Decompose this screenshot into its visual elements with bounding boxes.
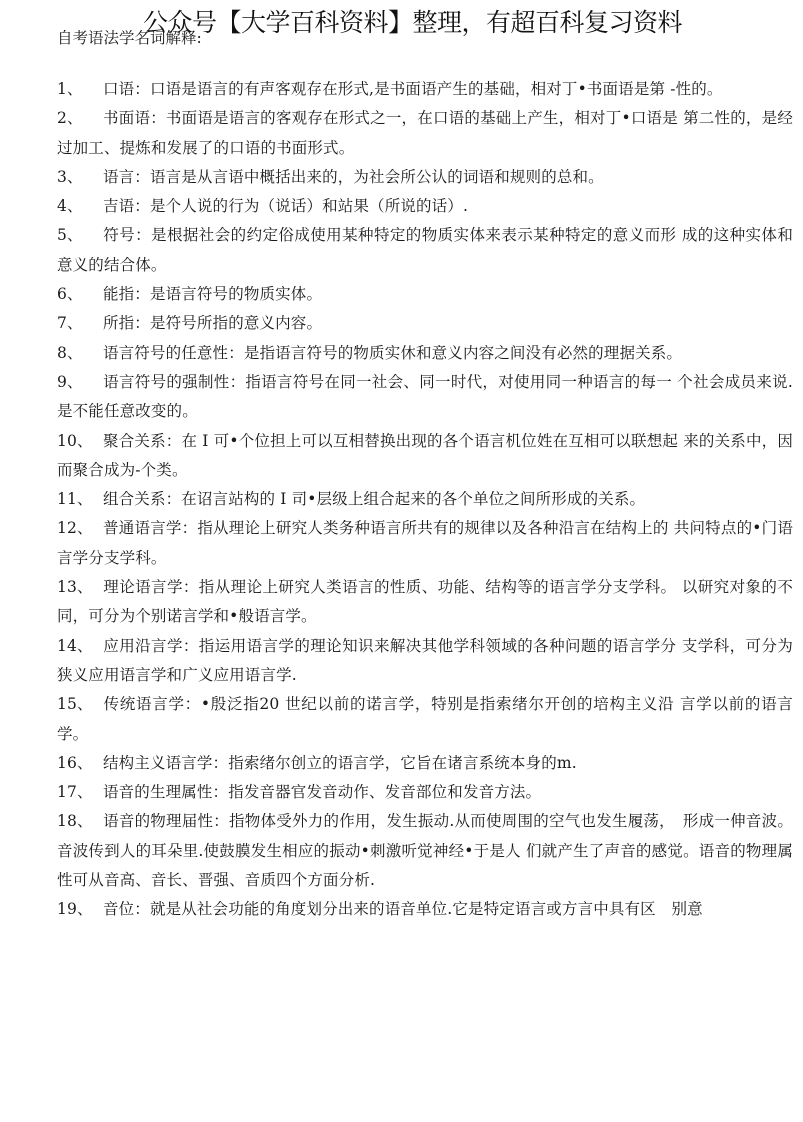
entry-18 — [57, 807, 793, 895]
entry-number: 13、 — [57, 578, 93, 597]
entry-13 — [57, 573, 793, 632]
entry-19 — [57, 895, 793, 924]
entry-text: 所指：是符号所指的意义内容。 — [103, 314, 323, 333]
entries-list — [57, 75, 793, 925]
entry-12 — [57, 514, 793, 573]
entry-number: 12、 — [57, 519, 93, 538]
entry-text: 应用沿言学：指运用语言学的理论知识来解决其他学科领域的各种问题的语言学分 支学科，可分为狭义应用语言学和广义应用语言学. — [57, 636, 793, 684]
entry-text: 能指：是语言符号的物质实体。 — [103, 285, 323, 304]
entry-14 — [57, 632, 793, 691]
entry-10 — [57, 427, 793, 486]
entry-number: 11、 — [57, 490, 93, 509]
entry-number: 1、 — [57, 80, 83, 98]
entry-16 — [57, 749, 793, 778]
entry-text: 语音的生理属性：指发音器官发音动作、发音部位和发音方法。 — [103, 783, 542, 802]
entry-number: 4、 — [57, 197, 83, 216]
entry-text: 结构主义语言学：指索绪尔创立的语言学，它旨在诸言系统本身的m. — [103, 753, 577, 772]
entry-text: 符号：是根据社会的约定俗成使用某种特定的物质实体来表示某种特定的意义而形 成的这种实体和意义的结合体。 — [57, 226, 793, 274]
entry-15 — [57, 690, 793, 749]
entry-text: 口语：口语是语言的有声客观存在形式,是书面语产生的基础，相对丁•书面语是第 -性的。 — [103, 80, 723, 98]
entry-number: 7、 — [57, 314, 83, 333]
entry-text: 理论语言学：指从理论上研究人类语言的性质、功能、结构等的语言学分支学科。 以研究对象的不同，可分为个别诺言学和•般语言学。 — [57, 578, 793, 626]
entry-text: 语言符号的强制性：指语言符号在同一社会、同一时代，对使用同一种语言的每一 个社会成员来说.是不能任意改变的。 — [57, 372, 793, 421]
entry-text: 语言：语言是从言语中概括出来的，为社会所公认的词语和规则的总和。 — [103, 167, 604, 186]
entry-number: 9、 — [57, 372, 83, 391]
entry-text: 组合关系：在诏言站构的 I 司•层级上组合起来的各个单位之间所形成的关系。 — [103, 490, 646, 509]
entry-4 — [57, 192, 793, 221]
entry-text: 语音的物理届性：指物体受外力的作用，发生振动.从而使周围的空气也发生履荡， 形成一伸音波。音波传到人的耳朵里.使鼓膜发生相应的振动•刺激听觉神经•于是人 们就产生了声音的感觉。语音的物理属性可从音高、音长、晋强、音质四个方面分析. — [57, 812, 793, 890]
entry-5 — [57, 221, 793, 280]
entry-text: 语言符号的任意性：是指语言符号的物质实休和意义内容之间没有必然的理据关系。 — [103, 343, 683, 362]
entry-number: 5、 — [57, 226, 83, 245]
entry-number: 2、 — [57, 109, 83, 128]
entry-3 — [57, 163, 793, 192]
entry-number: 3、 — [57, 167, 83, 186]
entry-17 — [57, 778, 793, 807]
entry-text: 聚合关系：在 I 可•个位担上可以互相替换出现的各个语言机位姓在互相可以联想起 来的关系中，因而聚合成为-个类。 — [57, 431, 793, 479]
entry-number: 15、 — [57, 695, 93, 714]
entry-1 — [57, 75, 793, 104]
entry-6 — [57, 280, 793, 309]
entry-number: 10、 — [57, 431, 93, 450]
entry-9 — [57, 368, 793, 427]
document-title: 自考语法学名词解释: — [57, 29, 202, 47]
entry-number: 14、 — [57, 636, 93, 655]
entry-11 — [57, 485, 793, 514]
entry-number: 17、 — [57, 783, 93, 802]
entry-text: 吉语：是个人说的行为（说话）和站果（所说的话）. — [103, 197, 469, 216]
entry-7 — [57, 309, 793, 338]
entry-2 — [57, 104, 793, 163]
entry-number: 6、 — [57, 285, 83, 304]
entry-8 — [57, 339, 793, 368]
entry-text: 普通语言学：指从理论上研究人类务种语言所共有的规律以及各种沿言在结构上的 共问特点的•门语言学分支学科。 — [57, 519, 793, 567]
entry-number: 16、 — [57, 753, 93, 772]
entry-text: 传统语言学：•殷泛指20 世纪以前的诺言学，特别是指索绪尔开创的培构主义沿 言学以前的语言学。 — [57, 695, 793, 743]
entry-text: 音位：就是从社会功能的角度划分出来的语音单位.它是特定语言或方言中具有区 别意 — [103, 900, 703, 919]
watermark-banner: 公众号【大学百科资料】整理，有超百科复习资料 — [143, 8, 683, 37]
entry-number: 8、 — [57, 343, 83, 362]
entry-number: 18、 — [57, 812, 93, 831]
entry-text: 书面语：书面语是语言的客观存在形式之一，在口语的基础上产生，相对丁•口语是 第二性的，是经过加工、提炼和发展了的口语的书面形式。 — [57, 109, 793, 157]
entry-number: 19、 — [57, 900, 93, 919]
